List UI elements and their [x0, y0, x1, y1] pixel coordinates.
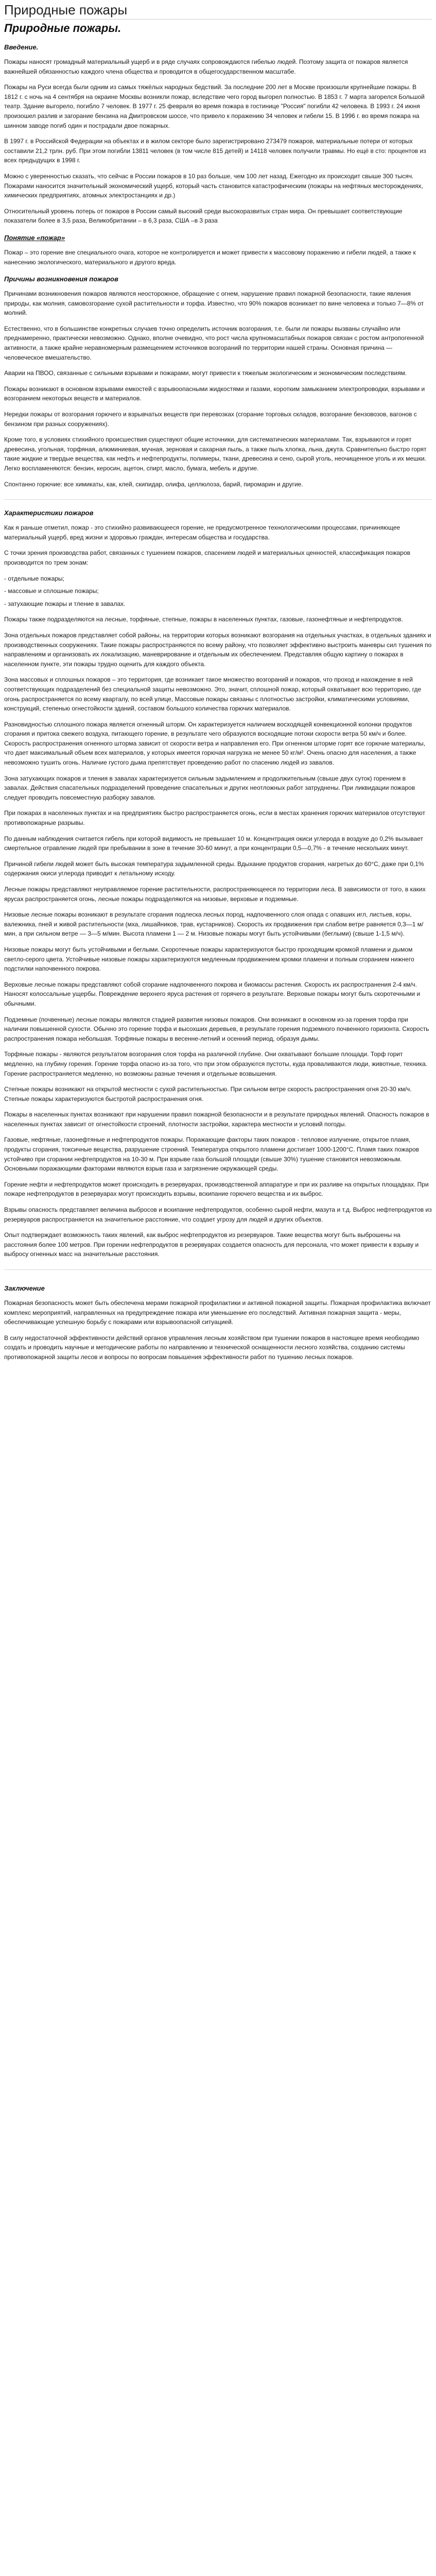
paragraph: При пожарах в населенных пунктах и на предприятиях быстро распространяется огонь, если в местах хранения горючих материалов отсутствуют противопожарные разрывы.	[4, 809, 426, 827]
divider	[4, 499, 432, 500]
paragraph: Взрывы опасность представляет величина выбросов и вскипание нефтепродуктов, особенно сырой нефти, мазута и т.д. Выброс нефтепродуктов из резервуаров распространяется на значительное расстояние, что создает угрозу для людей и других объектов.	[4, 1206, 432, 1223]
paragraph: Пожары наносят громадный материальный ущерб и в ряде случаях сопровождаются гибелью людей. Поэтому защита от пожаров является важнейшей обязанностью каждого члена общества и проводится в общегосударственном масштабе.	[4, 58, 408, 75]
paragraph: С точки зрения производства работ, связанных с тушением пожаров, спасением людей и материальных ценностей, классификация пожаров производится по трем зонам:	[4, 549, 410, 566]
paragraph: Пожары возникают в основном взрывами емкостей с взрывоопасными жидкостями и газами, коротким замыканием электропроводки, взрывами и возгоранием некоторых веществ и материалов.	[4, 385, 425, 402]
list-item: - затухающие пожары и тление в завалах.	[4, 600, 126, 607]
paragraph: Нередки пожары от возгорания горючего и взрывчатых веществ при перевозках (сгорание торговых складов, возгорание бензовозов, вагонов с бензином при разных сооружениях).	[4, 411, 417, 428]
paragraph: Причинами возникновения пожаров являются неосторожное, обращение с огнем, нарушение правил пожарной безопасности, такие явления природы, как молния, самовозгорание сухой растительности и торфа. Известно, что 90% пожаров возникает по вине человека и только 7—8% от молний.	[4, 290, 424, 317]
paragraph: Аварии на ПВОО, связанные с сильными взрывами и пожарами, могут привести к тяжелым экологическим и экономическим последствиям.	[4, 369, 407, 377]
paragraph: Спонтанно горючие: все химикаты, как, клей, скипидар, олифа, целлюлоза, барий, пиромарин и другие.	[4, 480, 303, 488]
paragraph: Как я раньше отметил, пожар - это стихийно развивающееся горение, не предусмотренное технологическими процессами, причиняющее материальный ущерб, вред жизни и здоровью граждан, интересам общества и государства.	[4, 524, 400, 541]
site-title: Природные пожары	[4, 2, 432, 20]
paragraph: Естественно, что в большинстве конкретных случаев точно определить источник возгорания, т.е. были ли пожары вызваны случайно или преднамеренно, практически невозможно. Однако, вполне очевидно, что рост числа крупномасштабных пожаров связан с ростом антропогенной активности, а также крайне неравномерным размещением источников возгораний по территории нашей страны. Основная причина — человеческое вмешательство.	[4, 325, 424, 361]
paragraph: В силу недостаточной эффективности действий органов управления лесным хозяйством при тушении пожаров в настоящее время необходимо создать и проводить научные и методические работы по направлению и технической оснащенности лесного хозяйства, созданию системы противопожарной защиты лесов и вопросы по вопросам повышения эффективности работ по тушению лесных пожаров.	[4, 1334, 420, 1361]
paragraph: Причиной гибели людей может быть высокая температура задымленной среды. Вдыхание продуктов сгорания, нагретых до 60°С, даже при 0,1% содержания окиси углерода приводит к летальному исходу.	[4, 860, 424, 877]
paragraph: Степные пожары возникают на открытой местности с сухой растительностью. При сильном ветре скорость распространения огня 20-30 км/ч. Степные пожары характеризуются быстротой распространения огня.	[4, 1086, 412, 1103]
paragraph: Зона затухающих пожаров и тления в завалах характеризуется сильным задымлением и продолжительным (свыше двух суток) горением в завалах. Действия спасательных подразделений проведение спасательных и других неотложных работ затруднены. При ликвидации пожаров следует проводить повсеместную разборку завалов.	[4, 774, 415, 801]
paragraph: Пожар – это горение вне специального очага, которое не контролируется и может привести к массовому поражению и гибели людей, а также к нанесению экологического, материального и другого вреда.	[4, 248, 416, 266]
paragraph: Относительный уровень потерь от пожаров в России самый высокий среди высокоразвитых стран мира. Он превышает соответствующие показатели более в 3,5 раза, Великобритании – в 6,3 раза, США –в 3 раза	[4, 207, 403, 225]
paragraph: Пожары на Руси всегда были одним из самых тяжёлых народных бедствий. За последние 200 лет в Москве произошли крупнейшие пожары. В 1812 г. с ночь на 4 сентября на окраине Москвы возникли пожар, вследствие чего город выгорел полностью. В 1853 г. 7 марта загорелся Большой театр. Здание выгорело, погибло 7 человек. В 1977 г. 25 февраля во время пожара в гостинице "Россия" погибли 42 человека. В 1993 г. 24 июня произошел разлив и загорание бензина на Дмитровском шоссе, что привело к поражению 34 человек и гибели 15. В 1996 г. во время пожара на шинном заводе погиб один и пострадали двое пожарных.	[4, 83, 425, 129]
paragraph: Лесные пожары представляют неуправляемое горение растительности, распространяющееся по территории леса. В зависимости от того, в каких ярусах распространяется огонь, лесные пожары подразделяются на низовые, верховые и подземные.	[4, 886, 426, 903]
section-heading-conclusion: Заключение	[4, 1284, 45, 1292]
paragraph: Зона отдельных пожаров представляет собой районы, на территории которых возникают возгорания на отдельных участках, в отдельных зданиях и производственных сооружениях. Такие пожары распространяются по всему району, что позволяет эффективно выстроить маневры сил тушения по направлениям и организовать их локализацию, маневрирование и отдельным их обеспечением. Представляя общую картину о пожарах в населенном пункте, эти пожары трудно оценить для каждого объекта.	[4, 631, 432, 668]
characteristics-section	[4, 509, 432, 1259]
paragraph: Подземные (почвенные) лесные пожары являются стадией развития низовых пожаров. Они возникают в основном из-за горения торфа при наличии повышенной сухости. Обычно это горение торфа и высохших деревьев, в результате горения подземного почвенного горизонта. Скорость распространения пожара небольшая. Торфяные пожары в весенне-летний и осенний период, образуя дымы.	[4, 1015, 429, 1042]
paragraph: Пожары в населенных пунктах возникают при нарушении правил пожарной безопасности и в результате природных явлений. Опасность пожаров в населенных пунктах зависит от огнестойкости строений, плотности застройки, характера местности и условий погоды.	[4, 1111, 429, 1128]
paragraph: Газовые, нефтяные, газонефтяные и нефтепродуктов пожары. Поражающие факторы таких пожаров - тепловое излучение, открытое пламя, продукты сгорания, токсичные вещества, разрушение строений. Температура открытого пламени достигает 1000-1200°С. Пламя таких пожаров устойчиво при сгорании нефтепродуктов на 10-30 м. При взрыве газа большой площади (свыше 30%) тушение становится невозможным. Основными поражающими факторами являются взрыв газа и загрязнение окружающей среды.	[4, 1136, 420, 1173]
paragraph: Опыт подтверждает возможность таких явлений, как выброс нефтепродуктов из резервуаров. Такие вещества могут быть выброшены на расстояния более 100 метров. При горении нефтепродуктов в резервуарах создается опасность для персонала, что может привести к взрыву и выбросу огненных масс на значительные расстояния.	[4, 1231, 419, 1258]
list-item: - массовые и сплошные пожары;	[4, 587, 99, 595]
section-heading-intro: Введение.	[4, 43, 39, 51]
paragraph: Зона массовых и сплошных пожаров – это территория, где возникает такое множество возгораний и пожаров, что проход и нахождение в ней соответствующих подразделений без специальной защиты невозможно. Это, значит, сплошной пожар, который охватывает всю территорию, где огонь распространяется по всему кварталу, по всей улице, Массовые пожары связаны с плотностью застройки, климатическими условиями, конструкций, степенью огнестойкости зданий, составом большого количества горючих материалов.	[4, 676, 422, 713]
paragraph: Верховые лесные пожары представляют собой сгорание надпочвенного покрова и биомассы растения. Скорость их распространения 2-4 км/ч. Наносят колоссальные ущербы. Повреждение верхнего яруса растения от горячего в результате. Верховые пожары могут быть скоротечными и обычными.	[4, 980, 421, 1007]
divider	[4, 1269, 432, 1270]
section-heading-concept: Понятие «пожар»	[4, 233, 65, 242]
paragraph: Можно с уверенностью сказать, что сейчас в России пожаров в 10 раз больше, чем 100 лет назад. Ежегодно их происходит свыше 300 тысяч. Пожарами наносится значительный экономический ущерб, который часть становится катастрофическим (пожары на нефтяных месторождениях, химических предприятиях, атомных электростанциях и др.)	[4, 172, 423, 199]
paragraph: Кроме того, в условиях стихийного происшествия существуют общие источники, для систематических материалами. Так, взрываются и горят древесина, угольная, торфяная, алюминиевая, мучная, зерновая и сахарная пыль, а также пыль хлопка, льна, джута. Сравнительно быстро горят такие жидкие и твердые вещества, как нефть и нефтепродукты, полимеры, ткани, древесина и сено, сырой уголь, неочищенное уголь и их мешки. Легко воспламеняются: бензин, керосин, ацетон, спирт, масло, бумага, мебель и другие.	[4, 436, 427, 472]
paragraph: Пожары также подразделяются на лесные, торфяные, степные, пожары в населенных пунктах, газовые, газонефтяные и нефтепродуктов.	[4, 616, 403, 623]
intro-section	[4, 43, 432, 226]
section-heading-causes: Причины возникновения пожаров	[4, 275, 118, 283]
document-title: Природные пожары.	[4, 22, 121, 35]
section-heading-characteristics: Характеристики пожаров	[4, 509, 94, 517]
paragraph: В 1997 г. в Российской Федерации на объектах и в жилом секторе было зарегистрировано 273479 пожаров, материальные потери от которых составили 21,2 трлн. руб. При этом погибли 13811 человек (в том числе 815 детей) и 14118 человек получили травмы. Но ещё в сто: процентов из всех предыдущих в 1998 г.	[4, 138, 426, 164]
causes-section	[4, 275, 432, 489]
concept-section	[4, 234, 432, 267]
paragraph: Низовые лесные пожары возникают в результате сгорания подлеска лесных пород, надпочвенного слоя опада с опавших игл, листьев, коры, валежника, пней и живой растительности (мха, лишайников, трав, кустарников). Скорость их продвижения при слабом ветре равняется 0,3—1 м/мин, а при сильном ветре — 3—5 м/мин. Высота пламени 1 — 2 м. Низовые пожары могут быть устойчивыми (беглыми) (свыше 1-1,5 м/ч).	[4, 911, 424, 938]
list-item: - отдельные пожары;	[4, 574, 64, 582]
paragraph: Низовые пожары могут быть устойчивыми и беглыми. Скоротечные пожары характеризуются быстро проходящим кромкой пламени и дымом светло-серого цвета. Устойчивые низовые пожары характеризуются медленным продвижением кромки пламени и полным сгоранием нижнего подстилки напочвенного покрова.	[4, 945, 414, 973]
paragraph: По данным наблюдения считается гибель при которой видимость не превышает 10 м. Концентрация окиси углерода в воздухе до 0,2% вызывает смертельное отравление людей при пребывании в зоне в течение 30-60 минут, а при концентрации 0,5—0,7% - в течение нескольких минут.	[4, 835, 423, 852]
paragraph: Пожарная безопасность может быть обеспечена мерами пожарной профилактики и активной пожарной защиты. Пожарная профилактика включает комплекс мероприятий, направленных на предупреждение пожара или уменьшение его последствий. Активная пожарная защита - меры, обеспечивающие успешную борьбу с пожарами или взрывоопасной ситуацией.	[4, 1299, 431, 1326]
paragraph: Разновидностью сплошного пожара является огненный шторм. Он характеризуется наличием восходящей конвекционной колонки продуктов сгорания и притока свежего воздуха, питающего горение, в результате чего образуются восходящие потоки скорости ветра 50 км/ч и более. Скорость распространения огненного шторма зависит от скорости ветра и направления его. При огненном шторме горят все горючие материалы, что дает максимальный объем всех материалов, у которых имеется горючая нагрузка не менее 50 кг/м². Очень опасно для населения, а также невозможно тушить огонь. Наличие густого дыма препятствует проведению работ по спасению людей из завалов.	[4, 720, 426, 767]
conclusion-section	[4, 1284, 432, 1362]
paragraph: Торфяные пожары - являются результатом возгорания слоя торфа на различной глубине. Они охватывают большие площади. Торф горит медленно, на глубину горения. Горение торфа опасно из-за того, что при этом образуются пустоты, куда проваливаются люди, животные, техника. Горение распространяется медленно, но возможны разные течения и отдельные возвышения.	[4, 1050, 428, 1077]
paragraph: Горение нефти и нефтепродуктов может происходить в резервуарах, производственной аппаратуре и при их разливе на открытых площадках. При пожаре нефтепродуктов в резервуарах могут происходить взрывы, вскипание горючего вещества и их выброс.	[4, 1180, 429, 1198]
